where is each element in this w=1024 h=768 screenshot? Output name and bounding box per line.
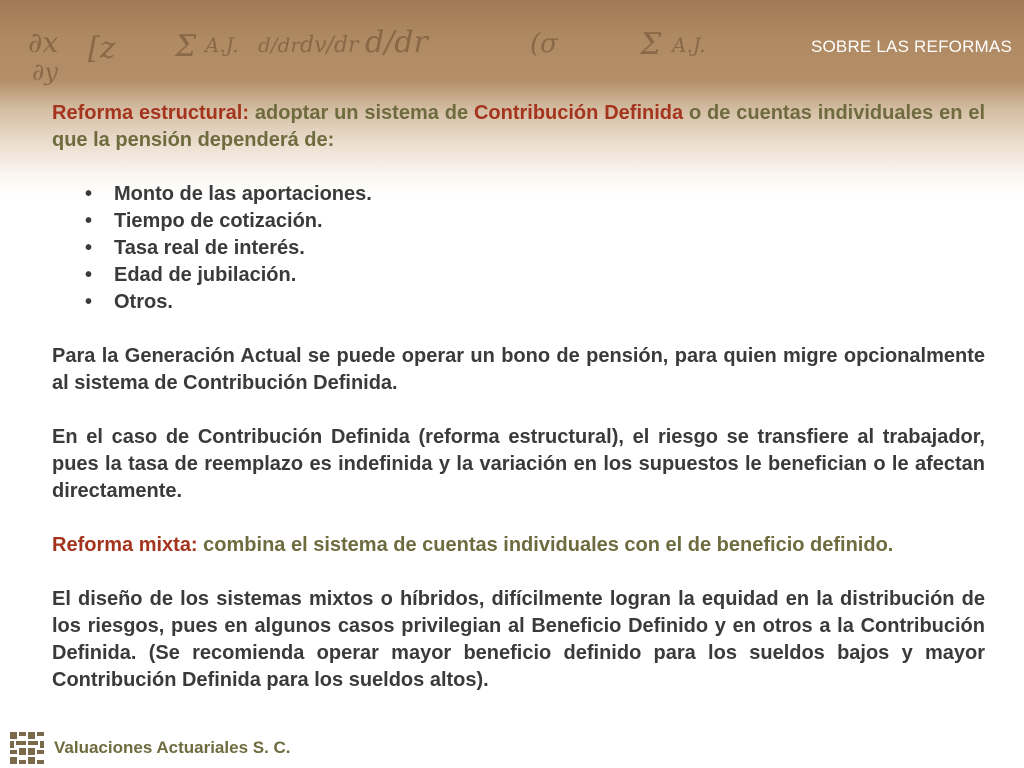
formula-fragment: Σ: [640, 27, 662, 62]
spacer: [52, 559, 985, 586]
list-item: • Otros.: [52, 289, 985, 316]
mixed-reform-paragraph: [52, 532, 985, 559]
formula-fragment: dv/dr: [300, 33, 359, 58]
pension-bond-paragraph: Para la Generación Actual se puede operar un bono de pensión, para quien migre opcionalmente al sistema de Contribución Definida.: [52, 345, 985, 394]
list-item: • Tasa real de interés.: [52, 235, 985, 262]
formula-fragment: ∂x: [28, 26, 59, 59]
spacer: [52, 316, 985, 343]
mixed-reform-text: combina el sistema de cuentas individuales con el de beneficio definido.: [197, 534, 894, 556]
mixed-reform-label: Reforma mixta:: [52, 534, 198, 556]
list-item: • Edad de jubilación.: [52, 262, 985, 289]
formula-fragment: d/dr: [258, 33, 300, 57]
spacer: [52, 154, 985, 181]
defined-contribution-highlight: Contribución Definida: [473, 102, 684, 124]
list-item: • Tiempo de cotización.: [52, 208, 985, 235]
spacer: [52, 505, 985, 532]
formula-fragment: d/dr: [365, 25, 428, 60]
spacer: [52, 397, 985, 424]
formula-fragment: [z: [88, 31, 116, 66]
section-title: SOBRE LAS REFORMAS: [810, 37, 1012, 56]
pension-factors-list: [52, 181, 985, 316]
company-name: Valuaciones Actuariales S. C.: [54, 738, 291, 757]
formula-fragment: A.J.: [672, 33, 706, 57]
structural-reform-text-2: o de cuentas individuales en el que la pensión dependerá de:: [52, 102, 986, 151]
formula-fragment: A.J.: [205, 33, 239, 57]
risk-transfer-paragraph: En el caso de Contribución Definida (reforma estructural), el riesgo se transfiere al trabajador, pues la tasa de reemplazo es indefinida y la variación en los supuestos le benefician o le afectan directamente.: [52, 426, 985, 502]
footer: [10, 732, 291, 764]
company-logo-icon: [10, 732, 44, 764]
structural-reform-label: Reforma estructural:: [52, 102, 250, 124]
slide-body: [52, 100, 985, 694]
structural-reform-paragraph: [52, 100, 985, 154]
formula-fragment: (σ: [530, 29, 558, 59]
formula-fragment: Σ: [175, 29, 197, 64]
formula-fragment: ∂y: [32, 58, 58, 86]
list-item: • Monto de las aportaciones.: [52, 181, 985, 208]
hybrid-design-paragraph: El diseño de los sistemas mixtos o híbridos, difícilmente logran la equidad en la distribución de los riesgos, pues en algunos casos privilegian al Beneficio Definido y en otros a la Contribución Definida. (Se recomienda operar mayor beneficio definido para los sueldos bajos y mayor Contribución Definida para los sueldos altos).: [52, 588, 985, 691]
structural-reform-text-1: adoptar un sistema de: [249, 102, 474, 124]
